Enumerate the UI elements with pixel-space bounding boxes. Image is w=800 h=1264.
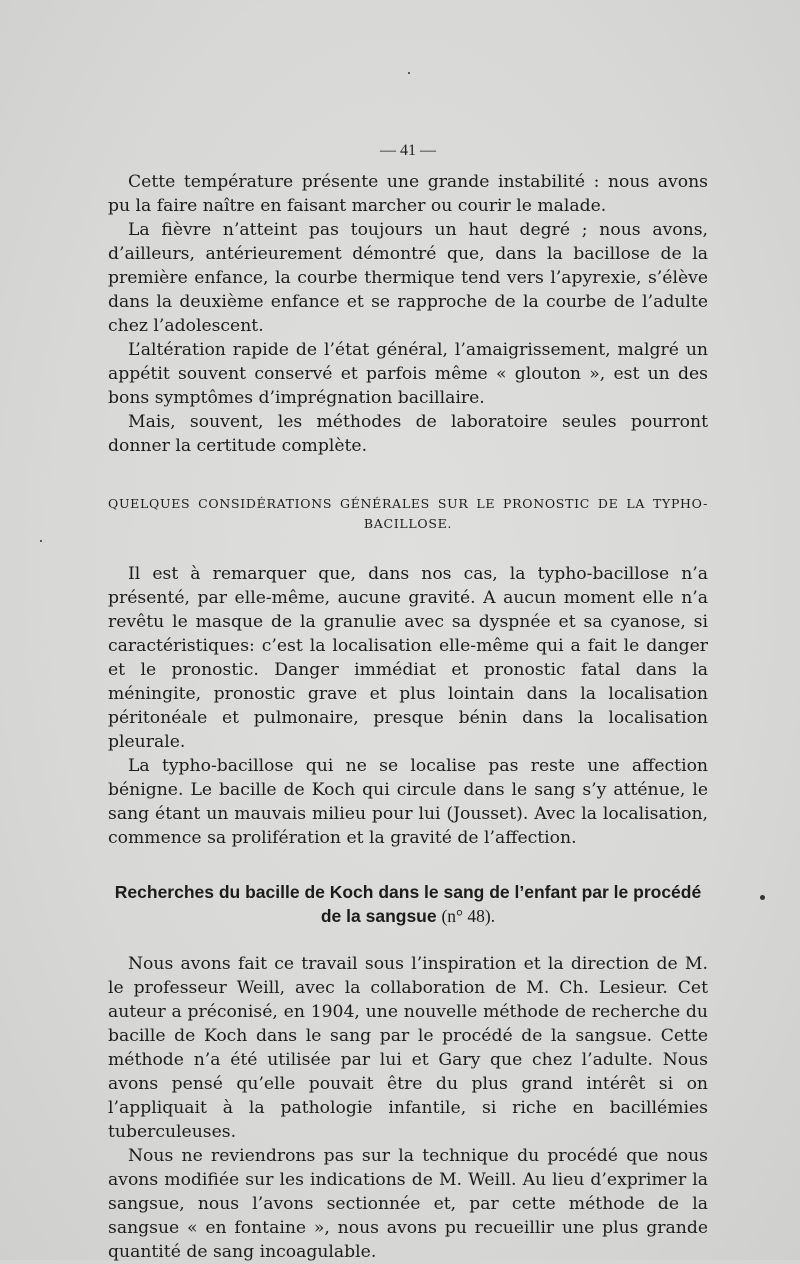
section-pronostic (108, 562, 708, 850)
page-number: — 41 — (380, 142, 436, 159)
section-heading-line: QUELQUES CONSIDÉRATIONS GÉNÉRALES SUR LE PRONOSTIC DE LA TYPHO- (108, 496, 708, 511)
paragraph: Il est à remarquer que, dans nos cas, la typho-bacillose n’a présenté, par elle-même, aucune gravité. A aucun moment elle n’a revêtu le masque de la granulie avec sa dyspnée et sa cyanose, si caractéristiques: c’est la localisation elle-même qui a fait le danger et le pronostic. Danger immédiat et pronostic fatal dans la méningite, pronostic grave et plus lointain dans la localisation péritonéale et pulmonaire, presque bénin dans la localisation pleurale. (108, 564, 708, 752)
paragraph: La typho-bacillose qui ne se localise pas reste une affection bénigne. Le bacille de Koch qui circule dans le sang s’y atténue, le sang étant un mauvais milieu pour lui (Jousset). Avec la localisation, commence sa prolifération et la gravité de l’affection. (108, 756, 708, 848)
page-content (108, 142, 708, 1264)
section-symptoms (108, 170, 708, 458)
paragraph: Cette température présente une grande instabilité : nous avons pu la faire naître en faisant marcher ou courir le malade. (108, 172, 708, 216)
section-heading-line: BACILLOSE. (363, 516, 453, 531)
section-recherches (108, 952, 708, 1264)
section-heading-text: Recherches du bacille de Koch dans le sang de l’enfant par le procédé de la sangsue (114, 882, 702, 926)
section-heading-pronostic (108, 494, 708, 534)
section-heading-recherches (108, 880, 708, 928)
paragraph: L’altération rapide de l’état général, l’amaigrissement, malgré un appétit souvent conservé et parfois même « glouton », est un des bons symptômes d’imprégnation bacillaire. (108, 340, 708, 408)
section-heading-ref: (n° 48). (441, 906, 496, 926)
paragraph: Nous avons fait ce travail sous l’inspiration et la direction de M. le professeur Weill, avec la collaboration de M. Ch. Lesieur. Cet auteur a préconisé, en 1904, une nouvelle méthode de recherche du bacille de Koch dans le sang par le procédé de la sangsue. Cette méthode n’a été utilisée par lui et Gary que chez l’adulte. Nous avons pensé qu’elle pouvait être du plus grand intérêt si on l’appliquait à la pathologie infantile, si riche en bacillémies tuberculeuses. (108, 954, 708, 1142)
paragraph: Mais, souvent, les méthodes de laboratoire seules pourront donner la certitude complète. (108, 412, 708, 456)
paragraph: Nous ne reviendrons pas sur la technique du procédé que nous avons modifiée sur les indications de M. Weill. Au lieu d’exprimer la sangsue, nous l’avons sectionnée et, par cette méthode de la sangsue « en fontaine », nous avons pu recueillir une plus grande quantité de sang incoagulable. (108, 1146, 708, 1262)
paragraph: La fièvre n’atteint pas toujours un haut degré ; nous avons, d’ailleurs, antérieurement démontré que, dans la bacillose de la première enfance, la courbe thermique tend vers l’apyrexie, s’élève dans la deuxième enfance et se rapproche de la courbe de l’adulte chez l’adolescent. (108, 220, 708, 336)
